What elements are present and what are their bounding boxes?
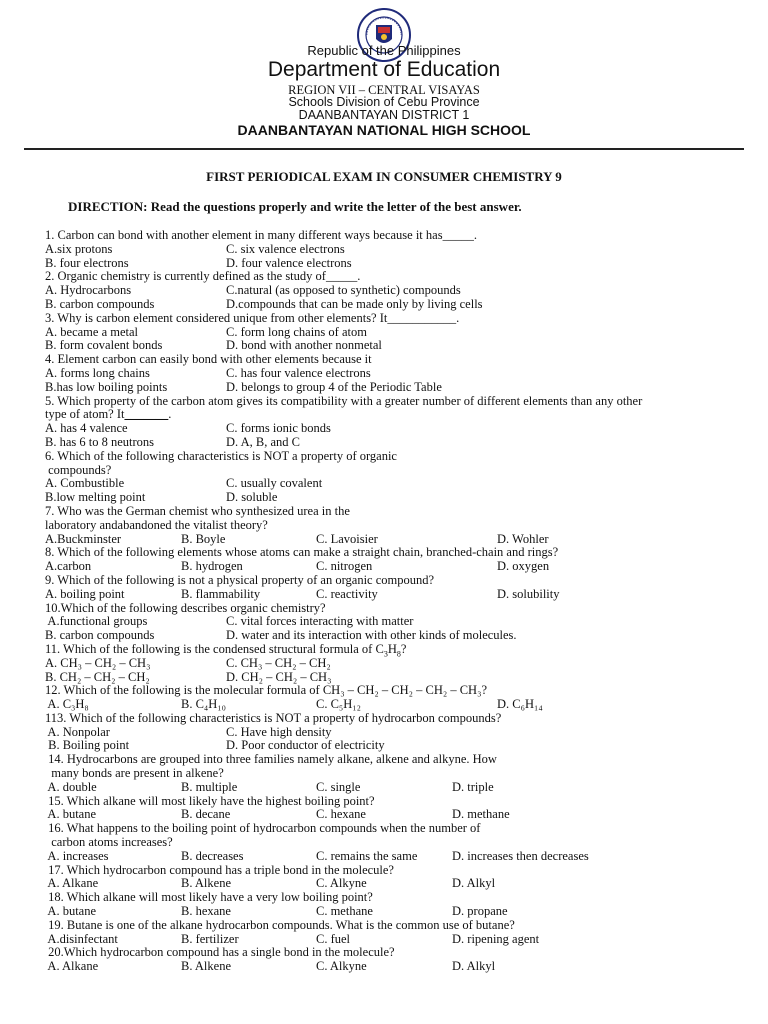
choice-a: A. has 4 valence <box>45 421 128 436</box>
republic-line: Republic of the Philippines <box>307 43 461 58</box>
question-stem: 8. Which of the following elements whose atoms can make a straight chain, branched-chain and rings? <box>45 545 559 560</box>
choice-d: D. methane <box>452 807 510 822</box>
choice-b: B. decane <box>181 807 231 822</box>
choice-d: D. bond with another nonmetal <box>226 338 382 353</box>
choice-c: C. C₅H₁₂ <box>316 697 362 712</box>
choice-row <box>45 781 735 795</box>
choice-row <box>45 905 735 919</box>
choice-a: A.Buckminster <box>45 531 122 546</box>
choice-row <box>45 257 735 271</box>
choice-row <box>45 726 735 740</box>
choice-c: C. forms ionic bonds <box>226 421 331 436</box>
choice-a: A. C₃H₈ <box>45 697 89 712</box>
question-stem: 5. Which property of the carbon atom gives its compatibility with a greater number of different elements than any other <box>45 393 643 408</box>
choice-row <box>45 436 735 450</box>
question-stem: 1. Carbon can bond with another element in many different ways because it has_____. <box>45 228 477 242</box>
choice-b: B.has low boiling points <box>45 379 168 394</box>
choice-c: C.natural (as opposed to synthetic) compounds <box>226 283 461 298</box>
choice-a: A. became a metal <box>45 324 139 339</box>
choice-c: C. methane <box>316 904 373 919</box>
choice-a: A. Combustible <box>45 476 125 491</box>
choice-a: A. double <box>45 779 97 794</box>
question-stem: 4. Element carbon can easily bond with other elements because it <box>45 352 372 367</box>
choice-row <box>45 588 735 602</box>
question-stem <box>45 643 735 657</box>
choice-d: D. ripening agent <box>452 931 540 946</box>
choice-row <box>45 960 735 974</box>
choice-b: B. Boiling point <box>45 738 130 753</box>
choice-row <box>45 533 735 547</box>
question-stem: 15. Which alkane will most likely have the highest boiling point? <box>45 793 375 808</box>
subscript: 8 <box>396 649 401 659</box>
choice-b: B. hexane <box>181 904 231 919</box>
choice-row <box>45 243 735 257</box>
choice-b: B. form covalent bonds <box>45 338 163 353</box>
choice-d: D.compounds that can be made only by living cells <box>226 296 483 311</box>
choice-d: D. triple <box>452 779 494 794</box>
header-divider <box>24 148 744 150</box>
choice-c: C. form long chains of atom <box>226 324 367 339</box>
choice-d: D. Alkyl <box>452 959 496 974</box>
choice-d: D. solubility <box>497 586 560 601</box>
choice-a: A. boiling point <box>45 586 125 601</box>
stem-end: ? <box>400 641 407 656</box>
choice-b: B. Alkene <box>181 959 231 974</box>
question-stem: 12. Which of the following is the molecular formula of CH₃ – CH₂ – CH₂ – CH₂ – CH₃? <box>45 683 487 698</box>
choice-row <box>45 615 735 629</box>
choice-b: B. CH₂ – CH₂ – CH₂ <box>45 669 150 684</box>
choice-d: D. increases then decreases <box>452 848 589 863</box>
choice-b: B.low melting point <box>45 490 146 505</box>
choice-c: C. fuel <box>316 931 351 946</box>
choice-c: C. reactivity <box>316 586 378 601</box>
question-stem: 9. Which of the following is not a physical property of an organic compound? <box>45 572 435 587</box>
choice-a: A.disinfectant <box>45 931 118 946</box>
question-stem-continued <box>45 408 735 422</box>
stem-text: 11. Which of the following is the condensed structural formula of C <box>45 641 384 656</box>
choice-row <box>45 877 735 891</box>
question-stem: 6. Which of the following characteristics is NOT a property of organic <box>45 448 397 463</box>
choice-d: D. Wohler <box>497 531 549 546</box>
question-stem: 20.Which hydrocarbon compound has a single bond in the molecule? <box>45 945 395 960</box>
direction-text: DIRECTION: Read the questions properly and write the letter of the best answer. <box>68 199 522 214</box>
district-line: DAANBANTAYAN DISTRICT 1 <box>298 108 470 122</box>
choice-a: A.six protons <box>45 241 113 256</box>
choice-a: A. butane <box>45 807 97 822</box>
choice-c: C. usually covalent <box>226 476 323 491</box>
choice-row <box>45 477 735 491</box>
choice-a: A. increases <box>45 848 109 863</box>
choice-a: A. Alkane <box>45 876 99 891</box>
department-title: Department of Education <box>267 58 501 81</box>
choice-c: C. six valence electrons <box>226 241 345 256</box>
choice-d: D. oxygen <box>497 559 550 574</box>
choice-b: B. Boyle <box>181 531 226 546</box>
choice-c: C. CH₃ – CH₂ – CH₂ <box>226 655 331 670</box>
choice-b: B. fertilizer <box>181 931 239 946</box>
choice-c: C. vital forces interacting with matter <box>226 614 414 629</box>
choice-d: D. Alkyl <box>452 876 496 891</box>
choice-c: C. single <box>316 779 361 794</box>
choice-c: C. remains the same <box>316 848 418 863</box>
choice-row <box>45 381 735 395</box>
question-stem: 10.Which of the following describes organic chemistry? <box>45 600 326 615</box>
choice-d: D. belongs to group 4 of the Periodic Table <box>226 379 442 394</box>
choice-b: B. flammability <box>181 586 261 601</box>
choice-d: D. C₆H₁₄ <box>497 697 543 712</box>
choice-b: B. hydrogen <box>181 559 243 574</box>
question-stem: 2. Organic chemistry is currently defined as the study of_____. <box>45 269 361 284</box>
question-stem: 14. Hydrocarbons are grouped into three families namely alkane, alkene and alkyne. How <box>45 752 497 767</box>
choice-a: A.functional groups <box>45 614 148 629</box>
choice-c: C. has four valence electrons <box>226 365 371 380</box>
choice-c: C. Alkyne <box>316 876 367 891</box>
choice-c: C. Have high density <box>226 724 332 739</box>
answer-blank: _______ <box>124 407 169 422</box>
question-stem: 7. Who was the German chemist who synthesized urea in the <box>45 503 350 518</box>
question-stem-continued: laboratory andabandoned the vitalist theory? <box>45 517 268 532</box>
choice-a: A.carbon <box>45 559 92 574</box>
choice-row <box>45 933 735 947</box>
question-stem: 16. What happens to the boiling point of hydrocarbon compounds when the number of <box>45 821 481 836</box>
choice-row <box>45 657 735 671</box>
choice-c: C. Lavoisier <box>316 531 378 546</box>
subscript: 3 <box>383 649 388 659</box>
choice-d: D. four valence electrons <box>226 255 352 270</box>
choice-a: A. Nonpolar <box>45 724 110 739</box>
choice-row <box>45 671 735 685</box>
choice-row <box>45 629 735 643</box>
division-line: Schools Division of Cebu Province <box>288 95 480 109</box>
choice-c: C. Alkyne <box>316 959 367 974</box>
choice-row <box>45 339 735 353</box>
question-stem-continued: carbon atoms increases? <box>45 835 173 850</box>
choice-row <box>45 808 735 822</box>
question-stem: 17. Which hydrocarbon compound has a triple bond in the molecule? <box>45 862 394 877</box>
choice-d: D. water and its interaction with other kinds of molecules. <box>226 628 517 643</box>
question-stem-continued: many bonds are present in alkene? <box>45 766 224 781</box>
question-list <box>45 229 735 974</box>
exam-title: FIRST PERIODICAL EXAM IN CONSUMER CHEMISTRY 9 <box>206 169 562 184</box>
choice-d: D. Poor conductor of electricity <box>226 738 385 753</box>
choice-a: A. butane <box>45 904 97 919</box>
choice-d: D. CH₂ – CH₂ – CH₃ <box>226 669 332 684</box>
choice-row <box>45 284 735 298</box>
choice-row <box>45 326 735 340</box>
school-name: DAANBANTAYAN NATIONAL HIGH SCHOOL <box>237 122 531 138</box>
choice-b: B. four electrons <box>45 255 129 270</box>
choice-row <box>45 367 735 381</box>
choice-a: A. Hydrocarbons <box>45 283 132 298</box>
choice-d: D. A, B, and C <box>226 434 300 449</box>
choice-b: B. Alkene <box>181 876 231 891</box>
stem-end: . <box>168 407 172 422</box>
choice-row <box>45 560 735 574</box>
question-stem: 19. Butane is one of the alkane hydrocarbon compounds. What is the common use of butane? <box>45 917 515 932</box>
choice-d: D. propane <box>452 904 508 919</box>
choice-a: A. forms long chains <box>45 365 150 380</box>
question-stem: 113. Which of the following characteristics is NOT a property of hydrocarbon compounds? <box>45 710 502 725</box>
choice-d: D. soluble <box>226 490 278 505</box>
choice-b: B. C₄H₁₀ <box>181 697 227 712</box>
choice-b: B. multiple <box>181 779 238 794</box>
choice-b: B. has 6 to 8 neutrons <box>45 434 155 449</box>
choice-a: A. CH₃ – CH₂ – CH₃ <box>45 655 151 670</box>
stem-text: type of atom? It <box>45 407 125 422</box>
choice-b: B. carbon compounds <box>45 628 155 643</box>
region-line: REGION VII – CENTRAL VISAYAS <box>288 83 480 97</box>
choice-row <box>45 739 735 753</box>
choice-row <box>45 698 735 712</box>
choice-c: C. hexane <box>316 807 366 822</box>
choice-b: B. carbon compounds <box>45 296 155 311</box>
choice-row <box>45 850 735 864</box>
question-stem-continued: compounds? <box>45 462 112 477</box>
question-stem: 18. Which alkane will most likely have a very low boiling point? <box>45 890 373 905</box>
choice-row <box>45 422 735 436</box>
choice-row <box>45 491 735 505</box>
choice-a: A. Alkane <box>45 959 99 974</box>
question-stem: 3. Why is carbon element considered unique from other elements? It___________. <box>45 310 460 325</box>
choice-c: C. nitrogen <box>316 559 373 574</box>
choice-b: B. decreases <box>181 848 244 863</box>
choice-row <box>45 298 735 312</box>
stem-text: H <box>387 641 397 656</box>
